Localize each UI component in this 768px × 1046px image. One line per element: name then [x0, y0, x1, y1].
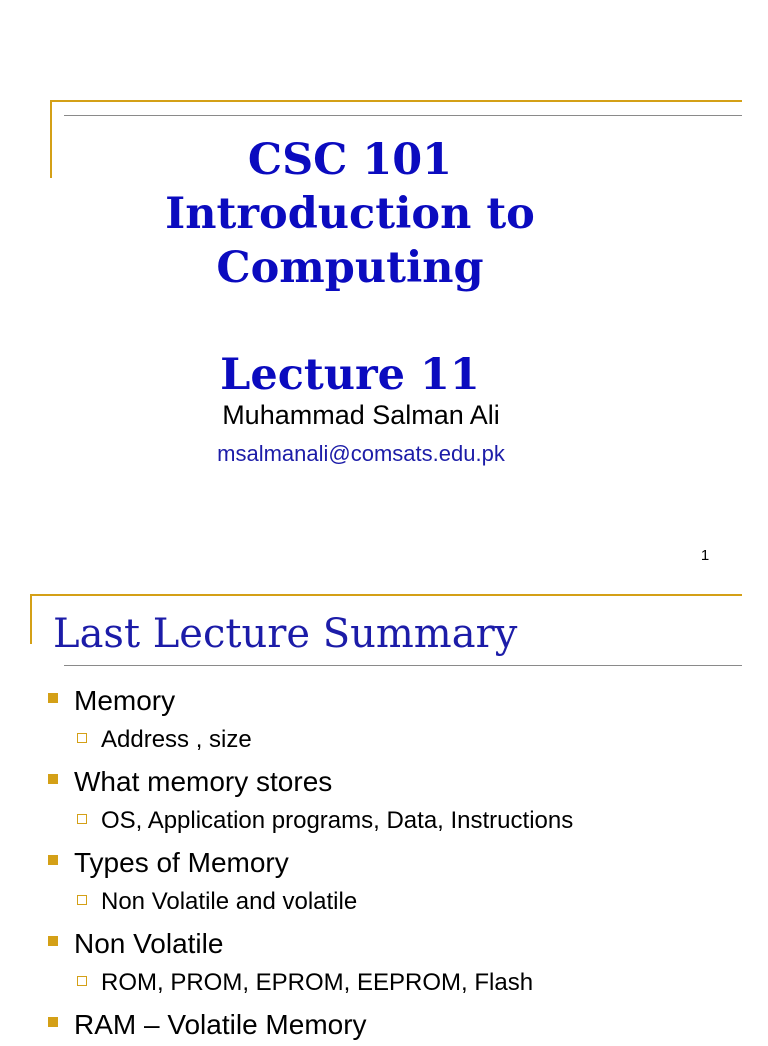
bullet-text: RAM – Volatile Memory	[74, 1009, 367, 1040]
frame-left-line	[30, 594, 32, 644]
slide-title: Last Lecture Summary	[53, 611, 518, 657]
title-rule	[64, 665, 742, 666]
bullet-item	[0, 923, 768, 965]
sub-bullet-item	[0, 803, 768, 839]
sub-bullet-text: OS, Application programs, Data, Instructions	[101, 807, 574, 834]
sub-bullet-text: Non Volatile and volatile	[101, 888, 358, 915]
bullet-text: What memory stores	[74, 766, 333, 797]
sub-bullet-text: Address , size	[101, 726, 252, 753]
sub-bullet-item	[0, 965, 768, 1001]
course-title-line: Computing	[216, 243, 484, 293]
sub-bullet-item	[0, 722, 768, 758]
bullet-item	[0, 761, 768, 803]
square-bullet-icon	[48, 693, 58, 703]
title-rule	[64, 115, 742, 116]
square-bullet-icon	[48, 774, 58, 784]
frame-top-line	[51, 100, 742, 102]
bullet-item	[0, 1004, 768, 1046]
bullet-list	[0, 680, 768, 1046]
lecture-number: Lecture 11	[220, 350, 480, 400]
course-title-line: CSC 101	[247, 135, 453, 185]
hollow-square-bullet-icon	[77, 814, 87, 824]
summary-slide	[0, 580, 768, 1040]
sub-bullet-item	[0, 884, 768, 920]
square-bullet-icon	[48, 936, 58, 946]
hollow-square-bullet-icon	[77, 976, 87, 986]
sub-bullet-text: ROM, PROM, EPROM, EEPROM, Flash	[101, 969, 534, 996]
bullet-item	[0, 842, 768, 884]
course-title-line: Introduction to	[165, 189, 535, 239]
author-email: msalmanali@comsats.edu.pk	[217, 441, 505, 466]
course-title	[100, 133, 600, 295]
frame-top-line	[31, 594, 742, 596]
hollow-square-bullet-icon	[77, 733, 87, 743]
bullet-item	[0, 680, 768, 722]
hollow-square-bullet-icon	[77, 895, 87, 905]
bullet-text: Non Volatile	[74, 928, 224, 959]
author-name: Muhammad Salman Ali	[222, 400, 500, 430]
slide-number: 1	[700, 547, 710, 564]
square-bullet-icon	[48, 1017, 58, 1027]
square-bullet-icon	[48, 855, 58, 865]
bullet-text: Memory	[74, 685, 176, 716]
frame-left-line	[50, 100, 52, 178]
bullet-text: Types of Memory	[74, 847, 289, 878]
